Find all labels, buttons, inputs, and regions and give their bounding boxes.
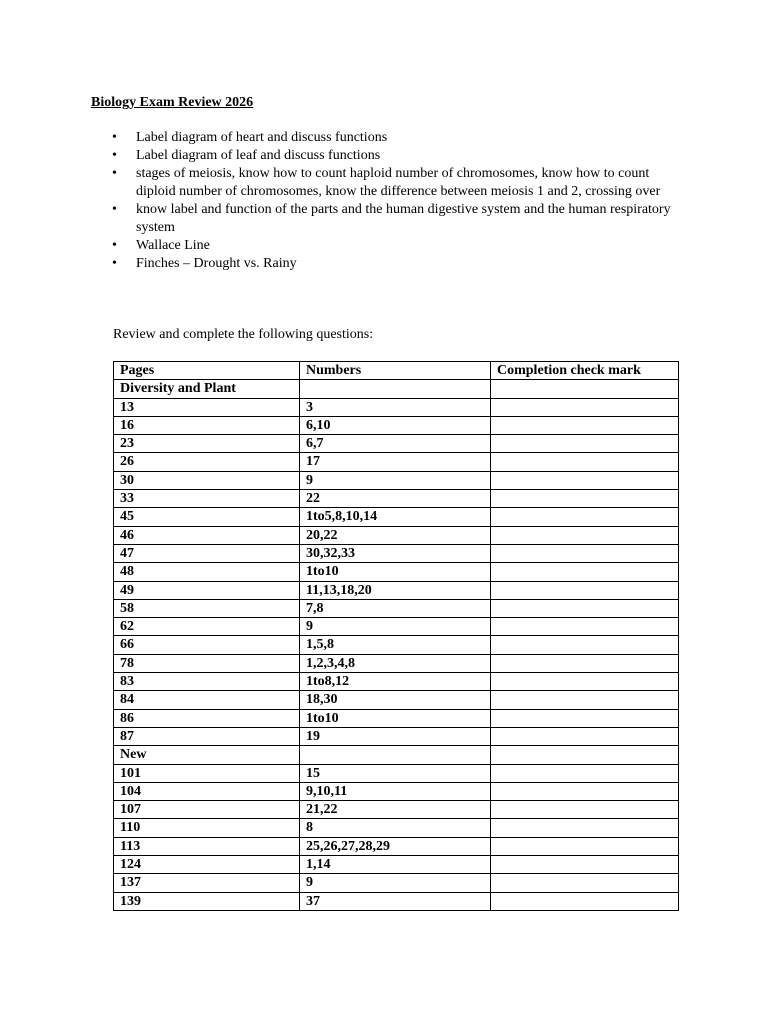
topic-text: know label and function of the parts and the human digestive system and the human respiratory system	[136, 202, 671, 235]
cell-pages: 66	[114, 636, 300, 654]
cell-pages: 84	[114, 691, 300, 709]
cell-completion	[491, 874, 679, 892]
cell-completion	[491, 764, 679, 782]
table-row	[114, 435, 679, 453]
cell-pages: 87	[114, 727, 300, 745]
review-table	[113, 361, 679, 911]
table-row	[114, 636, 679, 654]
cell-numbers: 22	[300, 490, 491, 508]
table-row	[114, 801, 679, 819]
cell-pages: Diversity and Plant	[114, 380, 300, 398]
table-row	[114, 673, 679, 691]
cell-completion	[491, 654, 679, 672]
cell-completion	[491, 526, 679, 544]
cell-numbers: 1to10	[300, 563, 491, 581]
cell-pages: 13	[114, 398, 300, 416]
cell-completion	[491, 380, 679, 398]
table-row	[114, 709, 679, 727]
topic-list	[112, 129, 672, 273]
cell-numbers: 20,22	[300, 526, 491, 544]
cell-completion	[491, 819, 679, 837]
header-pages: Pages	[114, 362, 300, 380]
cell-numbers: 11,13,18,20	[300, 581, 491, 599]
table-row	[114, 892, 679, 910]
table-row	[114, 654, 679, 672]
cell-pages: 45	[114, 508, 300, 526]
cell-completion	[491, 691, 679, 709]
cell-pages: 48	[114, 563, 300, 581]
cell-numbers: 9	[300, 471, 491, 489]
cell-numbers: 18,30	[300, 691, 491, 709]
cell-completion	[491, 563, 679, 581]
document-title: Biology Exam Review 2026	[91, 95, 254, 110]
table-row	[114, 581, 679, 599]
cell-pages: 49	[114, 581, 300, 599]
table-row	[114, 856, 679, 874]
cell-numbers: 9	[300, 874, 491, 892]
table-row	[114, 526, 679, 544]
cell-completion	[491, 453, 679, 471]
table-row	[114, 599, 679, 617]
cell-completion	[491, 636, 679, 654]
cell-pages: 46	[114, 526, 300, 544]
cell-completion	[491, 746, 679, 764]
cell-pages: 33	[114, 490, 300, 508]
cell-numbers	[300, 380, 491, 398]
header-numbers: Numbers	[300, 362, 491, 380]
cell-numbers: 3	[300, 398, 491, 416]
cell-numbers: 7,8	[300, 599, 491, 617]
topic-text: Finches – Drought vs. Rainy	[136, 256, 297, 271]
topic-text: Wallace Line	[136, 238, 210, 253]
table-row	[114, 691, 679, 709]
header-completion: Completion check mark	[491, 362, 679, 380]
cell-numbers: 17	[300, 453, 491, 471]
cell-numbers: 1to10	[300, 709, 491, 727]
cell-numbers: 6,10	[300, 416, 491, 434]
topic-text: stages of meiosis, know how to count haploid number of chromosomes, know how to count diploid number of chromosomes, know the difference between meiosis 1 and 2, crossing over	[136, 166, 661, 199]
table-row	[114, 471, 679, 489]
cell-completion	[491, 782, 679, 800]
cell-pages: 83	[114, 673, 300, 691]
cell-pages: 101	[114, 764, 300, 782]
bullet-icon: •	[112, 148, 117, 163]
cell-pages: 26	[114, 453, 300, 471]
table-row	[114, 453, 679, 471]
cell-numbers: 9,10,11	[300, 782, 491, 800]
cell-completion	[491, 398, 679, 416]
cell-completion	[491, 581, 679, 599]
cell-completion	[491, 544, 679, 562]
cell-completion	[491, 892, 679, 910]
cell-numbers: 8	[300, 819, 491, 837]
cell-numbers: 25,26,27,28,29	[300, 837, 491, 855]
topic-list-item	[112, 255, 672, 273]
table-row	[114, 874, 679, 892]
table-row	[114, 764, 679, 782]
cell-numbers: 21,22	[300, 801, 491, 819]
cell-pages: 104	[114, 782, 300, 800]
cell-numbers: 30,32,33	[300, 544, 491, 562]
cell-pages: 78	[114, 654, 300, 672]
cell-pages: 137	[114, 874, 300, 892]
topic-text: Label diagram of heart and discuss functions	[136, 130, 388, 145]
table-header-row	[114, 362, 679, 380]
cell-completion	[491, 727, 679, 745]
table-row	[114, 819, 679, 837]
cell-pages: 16	[114, 416, 300, 434]
cell-pages: 139	[114, 892, 300, 910]
cell-completion	[491, 618, 679, 636]
cell-pages: New	[114, 746, 300, 764]
cell-pages: 107	[114, 801, 300, 819]
cell-completion	[491, 416, 679, 434]
table-row	[114, 746, 679, 764]
table-row	[114, 727, 679, 745]
cell-pages: 23	[114, 435, 300, 453]
cell-completion	[491, 599, 679, 617]
cell-completion	[491, 471, 679, 489]
cell-numbers	[300, 746, 491, 764]
topic-list-item	[112, 201, 672, 237]
cell-completion	[491, 508, 679, 526]
cell-pages: 47	[114, 544, 300, 562]
cell-numbers: 1to5,8,10,14	[300, 508, 491, 526]
cell-numbers: 1,2,3,4,8	[300, 654, 491, 672]
cell-completion	[491, 709, 679, 727]
table-row	[114, 837, 679, 855]
cell-pages: 58	[114, 599, 300, 617]
table-body	[114, 380, 679, 911]
table-row	[114, 508, 679, 526]
table-row	[114, 416, 679, 434]
instructions-text: Review and complete the following questions:	[113, 327, 374, 342]
cell-numbers: 19	[300, 727, 491, 745]
table-row	[114, 618, 679, 636]
table-row	[114, 782, 679, 800]
topic-list-item	[112, 237, 672, 255]
cell-numbers: 1to8,12	[300, 673, 491, 691]
cell-completion	[491, 673, 679, 691]
cell-pages: 30	[114, 471, 300, 489]
cell-completion	[491, 856, 679, 874]
cell-numbers: 9	[300, 618, 491, 636]
table-row	[114, 544, 679, 562]
cell-pages: 124	[114, 856, 300, 874]
cell-completion	[491, 801, 679, 819]
bullet-icon: •	[112, 130, 117, 145]
topic-list-item	[112, 147, 672, 165]
cell-pages: 86	[114, 709, 300, 727]
topic-list-item	[112, 165, 672, 201]
topic-list-item	[112, 129, 672, 147]
cell-numbers: 1,14	[300, 856, 491, 874]
bullet-icon: •	[112, 166, 117, 181]
bullet-icon: •	[112, 238, 117, 253]
table-row	[114, 563, 679, 581]
cell-numbers: 6,7	[300, 435, 491, 453]
table-row	[114, 398, 679, 416]
table-row	[114, 490, 679, 508]
bullet-icon: •	[112, 202, 117, 217]
cell-pages: 62	[114, 618, 300, 636]
cell-numbers: 1,5,8	[300, 636, 491, 654]
cell-numbers: 15	[300, 764, 491, 782]
cell-completion	[491, 837, 679, 855]
cell-numbers: 37	[300, 892, 491, 910]
cell-completion	[491, 490, 679, 508]
bullet-icon: •	[112, 256, 117, 271]
cell-pages: 110	[114, 819, 300, 837]
cell-pages: 113	[114, 837, 300, 855]
topic-text: Label diagram of leaf and discuss functions	[136, 148, 381, 163]
cell-completion	[491, 435, 679, 453]
table-row	[114, 380, 679, 398]
